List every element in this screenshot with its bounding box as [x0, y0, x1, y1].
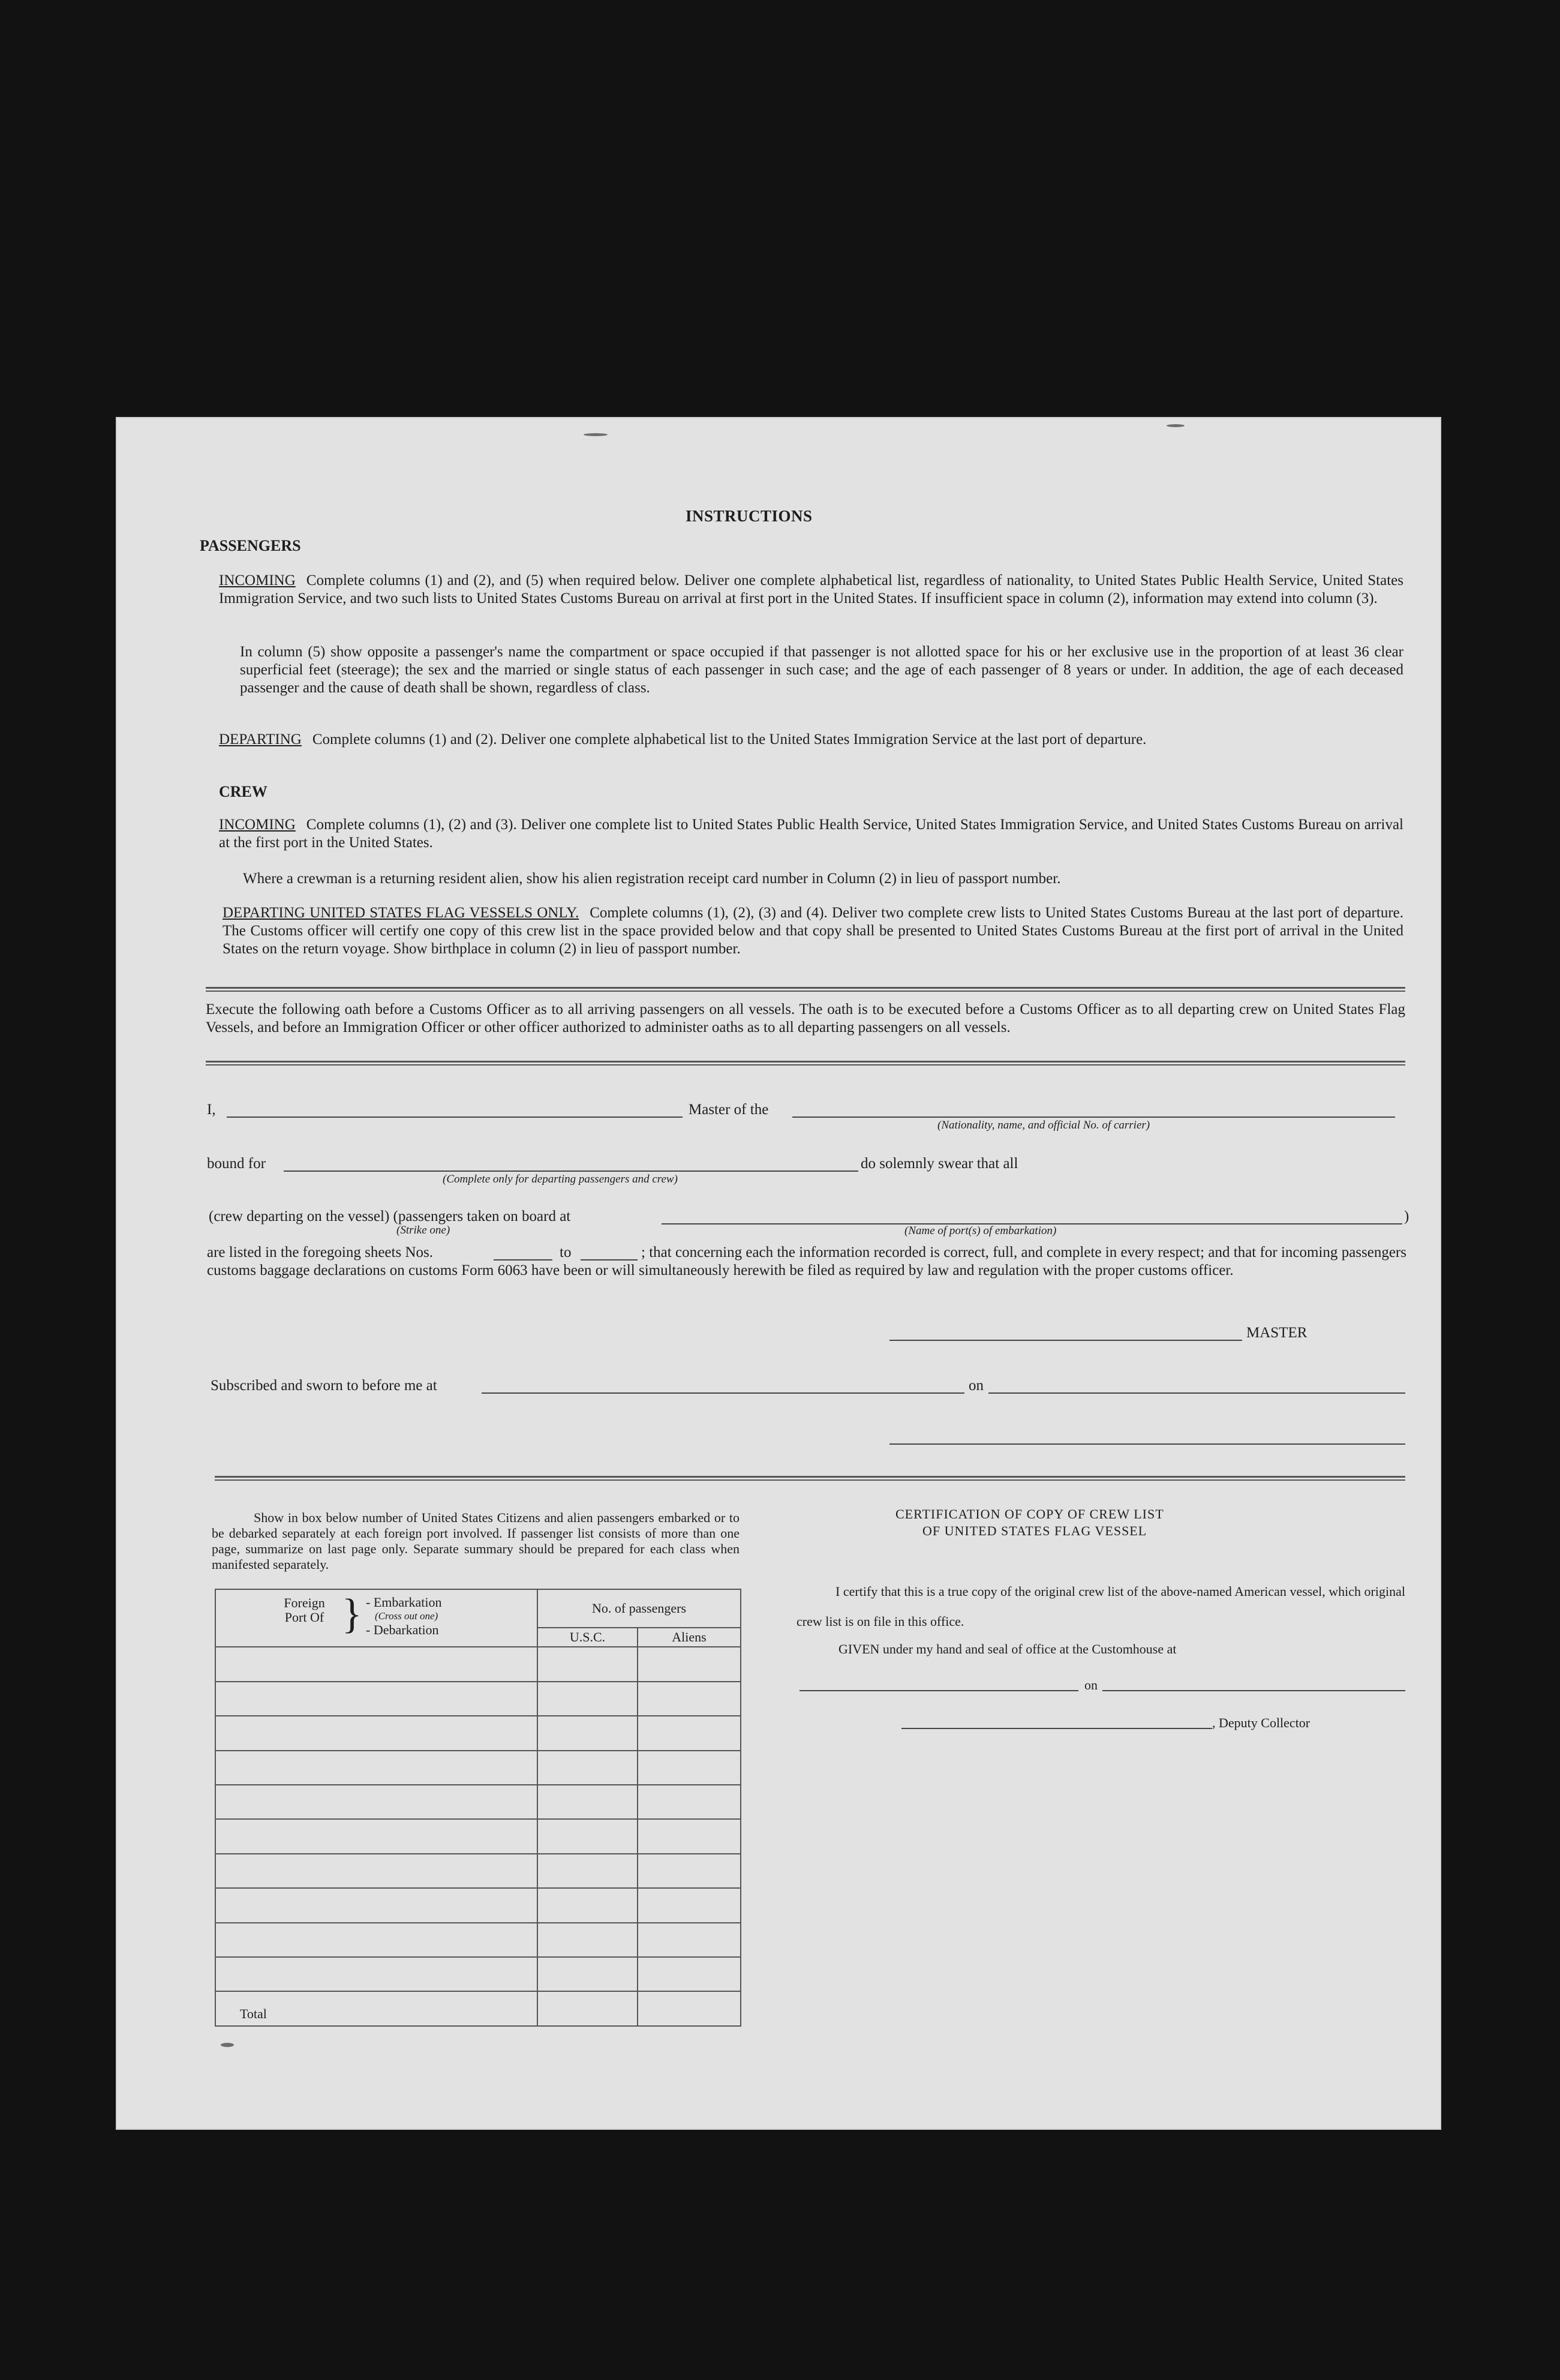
master-name-line[interactable] [227, 1117, 683, 1118]
carrier-note: (Nationality, name, and official No. of carrier) [937, 1119, 1150, 1132]
certification-date-line[interactable] [1102, 1690, 1405, 1691]
carrier-line[interactable] [792, 1117, 1395, 1118]
usc-cell[interactable] [537, 1923, 638, 1957]
subscribed-on-label: on [969, 1377, 984, 1394]
crew-incoming-label: INCOMING [219, 817, 296, 833]
crew-passengers-text: (crew departing on the vessel) (passengers taken on board at [209, 1208, 571, 1224]
crew-heading: CREW [219, 783, 267, 800]
cross-out-note: (Cross out one) [375, 1610, 438, 1622]
port-cell[interactable] [215, 1647, 537, 1681]
master-signature-line[interactable] [889, 1340, 1242, 1341]
no-passengers-header: No. of passengers [537, 1589, 741, 1628]
passengers-incoming-label: INCOMING [219, 572, 296, 589]
foreign-port-header [215, 1589, 537, 1647]
crew-departing-text: Complete columns (1), (2), (3) and (4). Deliver two complete crew lists to United States Customs Bureau at the last port of departure. The Customs officer will certify one copy of this crew list in the space provided below and that copy shall be presented to United States Customs Bureau at the first port of arrival in the United States on the return voyage. Show birthplace in column (2) in lieu of passport number. [223, 905, 1404, 957]
passengers-heading: PASSENGERS [200, 537, 301, 554]
subscribed-date-line[interactable] [988, 1392, 1405, 1394]
port-cell[interactable] [215, 1819, 537, 1853]
bound-for-line[interactable] [284, 1171, 858, 1172]
usc-header: U.S.C. [537, 1628, 638, 1647]
usc-cell[interactable] [537, 1751, 638, 1785]
port-cell[interactable] [215, 1888, 537, 1922]
oath-instruction: Execute the following oath before a Customs Officer as to all arriving passengers on all vessels. The oath is to be executed before a Customs Officer as to all departing crew on United States Flag Vessels, and before an Immigration Officer or other officer authorized to administer oaths as to all departing passengers on all vessels. [206, 1001, 1405, 1036]
subscribed-place-line[interactable] [482, 1392, 964, 1394]
aliens-cell[interactable] [638, 1785, 741, 1819]
crew-departing-label: DEPARTING UNITED STATES FLAG VESSELS ONLY. [223, 905, 579, 921]
certification-on-label: on [1084, 1677, 1098, 1692]
officer-signature-line[interactable] [889, 1443, 1405, 1445]
usc-cell[interactable] [537, 1854, 638, 1888]
deputy-signature-line[interactable] [901, 1728, 1212, 1729]
total-usc-cell[interactable] [537, 1991, 638, 2026]
port-cell[interactable] [215, 1923, 537, 1957]
sheet-to-label: to [560, 1244, 572, 1260]
master-label: MASTER [1246, 1325, 1307, 1341]
passengers-departing-paragraph [219, 731, 1403, 749]
usc-cell[interactable] [537, 1819, 638, 1853]
swear-text: do solemnly swear that all [861, 1156, 1018, 1172]
aliens-cell[interactable] [638, 1854, 741, 1888]
usc-cell[interactable] [537, 1785, 638, 1819]
certification-title-1: CERTIFICATION OF COPY OF CREW LIST [895, 1506, 1164, 1521]
aliens-cell[interactable] [638, 1716, 741, 1750]
embarkation-label: - Embarkation [366, 1595, 442, 1610]
aliens-cell[interactable] [638, 1751, 741, 1785]
crew-resident-paragraph: Where a crewman is a returning resident alien, show his alien registration receipt card number in Column (2) in lieu of passport number. [243, 871, 1061, 887]
complete-note: (Complete only for departing passengers and crew) [443, 1173, 678, 1186]
aliens-cell[interactable] [638, 1923, 741, 1957]
passengers-incoming-paragraph [219, 572, 1403, 608]
aliens-header: Aliens [638, 1628, 741, 1647]
subscribed-text: Subscribed and sworn to before me at [211, 1377, 437, 1394]
divider-top [206, 987, 1405, 992]
aliens-cell[interactable] [638, 1888, 741, 1922]
strike-one-note: (Strike one) [396, 1224, 450, 1236]
aliens-cell[interactable] [638, 1819, 741, 1853]
usc-cell[interactable] [537, 1888, 638, 1922]
summary-instruction: Show in box below number of United States Citizens and alien passengers embarked or to be debarked separately at each foreign port involved. If passenger list consists of more than one page, summarize on last page only. Separate summary should be prepared for each class when manifested separately. [212, 1510, 740, 1572]
listed-text: ; that concerning each the information recorded is correct, full, and complete in every respect; and that for incoming passengers customs baggage declarations on customs Form 6063 have been or will simultaneously herewith be filed as required by law and regulation with the proper customs officer. [207, 1244, 1406, 1278]
port-cell[interactable] [215, 1785, 537, 1819]
total-label: Total [215, 1991, 537, 2026]
passengers-departing-text: Complete columns (1) and (2). Deliver one complete alphabetical list to the United States Immigration Service at the last port of departure. [312, 731, 1147, 748]
crew-incoming-paragraph [219, 816, 1403, 852]
port-cell[interactable] [215, 1682, 537, 1716]
page-title: INSTRUCTIONS [686, 507, 813, 525]
passengers-departing-label: DEPARTING [219, 731, 302, 748]
port-cell[interactable] [215, 1751, 537, 1785]
usc-cell[interactable] [537, 1957, 638, 1991]
form-page [116, 417, 1441, 2130]
ink-mark [221, 2043, 234, 2047]
debarkation-label: - Debarkation [366, 1622, 439, 1638]
deputy-label: , Deputy Collector [1212, 1715, 1310, 1730]
certification-title-2: OF UNITED STATES FLAG VESSEL [922, 1523, 1147, 1538]
passengers-column5-paragraph: In column (5) show opposite a passenger's name the compartment or space occupied if that passenger is not allotted space for his or her exclusive use in the proportion of at least 36 clear superficial feet (steerage); the sex and the married or single status of each passenger in such case; and the age of each passenger of 8 years or under. In addition, the age of each deceased passenger and the cause of death shall be shown, regardless of class. [240, 644, 1403, 696]
usc-cell[interactable] [537, 1647, 638, 1681]
aliens-cell[interactable] [638, 1647, 741, 1681]
ink-mark [1167, 424, 1185, 427]
divider-bottom [215, 1476, 1405, 1481]
ink-mark [584, 433, 608, 436]
ports-note: (Name of port(s) of embarkation) [904, 1224, 1057, 1237]
port-cell[interactable] [215, 1957, 537, 1991]
close-paren: ) [1404, 1208, 1409, 1224]
total-aliens-cell[interactable] [638, 1991, 741, 2026]
certification-text: I certify that this is a true copy of the original crew list of the above-named American vessel, which original crew list is on file in this office. [796, 1584, 1405, 1629]
crew-incoming-text: Complete columns (1), (2) and (3). Deliver one complete list to United States Public Health Service, United States Immigration Service, and United States Customs Bureau on arrival at the first port in the United States. [219, 817, 1403, 851]
divider-oath [206, 1061, 1405, 1066]
passengers-incoming-text: Complete columns (1) and (2), and (5) when required below. Deliver one complete alphabetical list, regardless of nationality, to United States Public Health Service, United States Immigration Service, and two such lists to United States Customs Bureau on arrival at first port in the United States. If insufficient space in column (2), information may extend into column (3). [219, 572, 1403, 607]
usc-cell[interactable] [537, 1716, 638, 1750]
customhouse-line[interactable] [799, 1690, 1078, 1691]
master-of-label: Master of the [689, 1102, 769, 1118]
crew-departing-paragraph [223, 904, 1403, 958]
listed-pre-text: are listed in the foregoing sheets Nos. [207, 1244, 433, 1260]
passenger-summary-table [215, 1589, 741, 2027]
usc-cell[interactable] [537, 1682, 638, 1716]
aliens-cell[interactable] [638, 1682, 741, 1716]
aliens-cell[interactable] [638, 1957, 741, 1991]
port-cell[interactable] [215, 1854, 537, 1888]
bound-for-label: bound for [207, 1156, 266, 1172]
foreign-port-label: Foreign Port Of [284, 1595, 325, 1625]
brace-icon: } [342, 1591, 362, 1638]
oath-i-label: I, [207, 1102, 216, 1118]
port-cell[interactable] [215, 1716, 537, 1750]
given-text: GIVEN under my hand and seal of office at the Customhouse at [838, 1641, 1177, 1656]
